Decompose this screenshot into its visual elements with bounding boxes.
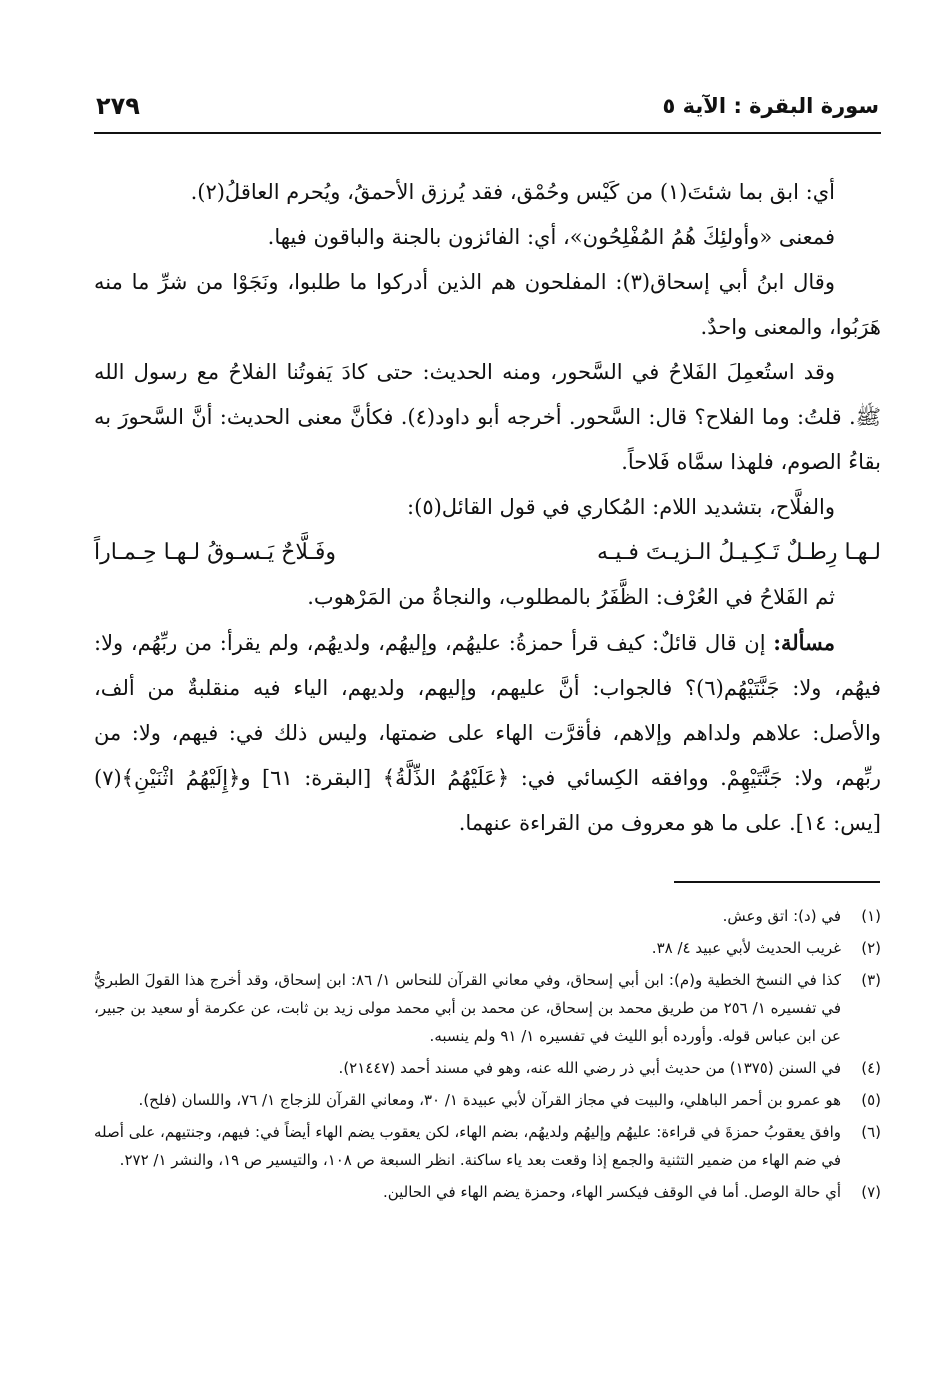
verse-second-hemistich: وفَـلَّاحٌ يَـسـوقُ لـهـا حِـمـاراً [94,540,337,565]
paragraph-5: والفلَّاح، بتشديد اللام: المُكاري في قول القائل(٥): [407,495,835,519]
footnote-rule [674,881,880,883]
footnote [94,1118,881,1174]
footnote [94,1086,881,1114]
footnote-number: (٤) [861,1059,881,1077]
footnote [94,1178,881,1206]
paragraph-7 [94,620,881,846]
main-text [94,170,881,846]
page-number: ٢٧٩ [96,92,140,120]
footnotes [94,902,881,1210]
footnote-number: (٥) [861,1091,881,1109]
paragraph-7-text: إن قال قائلٌ: كيف قرأ حمزةُ: عليهُم، وإليهُم، ولديهُم، ولم يقرأ: من ربِّهُم، ولا: فيهُم، ولا: جَنَّتَيْهُم(٦)؟ فالجواب: أنَّ عليهم، وإليهم، ولديهم، الياء فيه منقلبةٌ من ألف، والأصل: علاهم ولداهم وإلاهم، فأقرَّت الهاء على ضمتها، وليس ذلك في: فيهم، ولا: من ربِّهم، ولا: جَنَّتَيْهِمْ. ووافقه الكِسائي في: ﴿عَلَيْهُمُ الذِّلَّةُ﴾ [البقرة: ٦١] و﴿إِلَيْهُمُ اثْنَيْنِ﴾(٧) [يس: ١٤]. على ما هو معروف من القراءة عنهما. [94,631,881,835]
footnote-number: (٧) [861,1183,881,1201]
verse-first-hemistich: لـهـا رِطـلٌ تَـكِـيـلُ الـزيـتَ فـيـه [597,540,881,565]
footnote [94,966,881,1050]
footnote-text: في (د): اتق وعش. [722,907,841,925]
footnote [94,902,881,930]
footnote-text: في السنن (١٣٧٥) من حديث أبي ذر رضي الله عنه، وهو في مسند أحمد (٢١٤٤٧). [338,1059,841,1077]
footnote-text: كذا في النسخ الخطية و(م): ابن أبي إسحاق، وفي معاني القرآن للنحاس ١/ ٨٦: ابن إسحاق، وقد أخرج هذا القولَ الطبريُّ في تفسيره ١/ ٢٥٦ من طريق محمد بن إسحاق، عن محمد بن أبي محمد مولى زيد بن ثابت، عن عكرمة أو سعيد بن جبير، عن ابن عباس قوله. وأورده أبو الليث في تفسيره ١/ ٩١ ولم ينسبه. [94,971,842,1045]
footnote-text: غريب الحديث لأبي عبيد ٤/ ٣٨. [651,939,841,957]
page-header [96,90,879,130]
paragraph-2: فمعنى «وأولئِكَ هُمُ المُفْلِحُون»، أي: الفائزون بالجنة والباقون فيها. [267,225,835,249]
footnote [94,934,881,962]
footnote-text: وافق يعقوبُ حمزةَ في قراءة: عليهُم وإليهُم ولديهُم، بضم الهاء، لكن يعقوب يضم الهاء أيضاً في: فيهم، وجنتيهم، على أصله في ضم الهاء من ضمير التثنية والجمع إذا وقعت بعد ياء ساكنة. انظر السبعة ص ١٠٨، والتيسير ص ١٩، والنشر ١/ ٢٧٢. [94,1123,841,1169]
footnote-number: (٢) [861,939,881,957]
header-rule [94,132,881,134]
footnote-number: (١) [861,907,881,925]
footnote [94,1054,881,1082]
masala-label: مسألة: [773,630,835,655]
running-head-title: سورة البقرة : الآية ٥ [662,94,879,118]
footnote-text: أي حالة الوصل. أما في الوقف فيكسر الهاء، وحمزة يضم الهاء في الحالين. [382,1183,841,1201]
footnote-text: هو عمرو بن أحمر الباهلي، والبيت في مجاز القرآن لأبي عبيدة ١/ ٣٠، ومعاني القرآن للزجاج ١/ ٧٦، واللسان (فلح). [138,1091,841,1109]
footnote-number: (٣) [861,971,881,989]
paragraph-4: وقد استُعمِلَ الفَلاحُ في السَّحور، ومنه الحديث: حتى كادَ يَفوتُنا الفلاحُ مع رسول الله ﷺ. قلتُ: وما الفلاح؟ قال: السَّحور. أخرجه أبو داود(٤). فكأنَّ معنى الحديث: أنَّ السَّحورَ به بقاءُ الصوم، فلهذا سمَّاه فَلاحاً. [94,360,881,474]
paragraph-1: أي: ابق بما شئتَ(١) من كَيْس وحُمْق، فقد يُرزق الأحمقُ، ويُحرم العاقلُ(٢). [190,180,835,204]
footnote-number: (٦) [861,1123,881,1141]
poetry-verse [94,530,881,575]
paragraph-3: وقال ابنُ أبي إسحاق(٣): المفلحون هم الذين أدركوا ما طلبوا، ونَجَوْا من شرِّ ما منه هَرَبُوا، والمعنى واحدٌ. [94,270,881,339]
paragraph-6: ثم الفَلاحُ في العُرْف: الظَّفَرُ بالمطلوب، والنجاةُ من المَرْهوب. [307,585,835,609]
